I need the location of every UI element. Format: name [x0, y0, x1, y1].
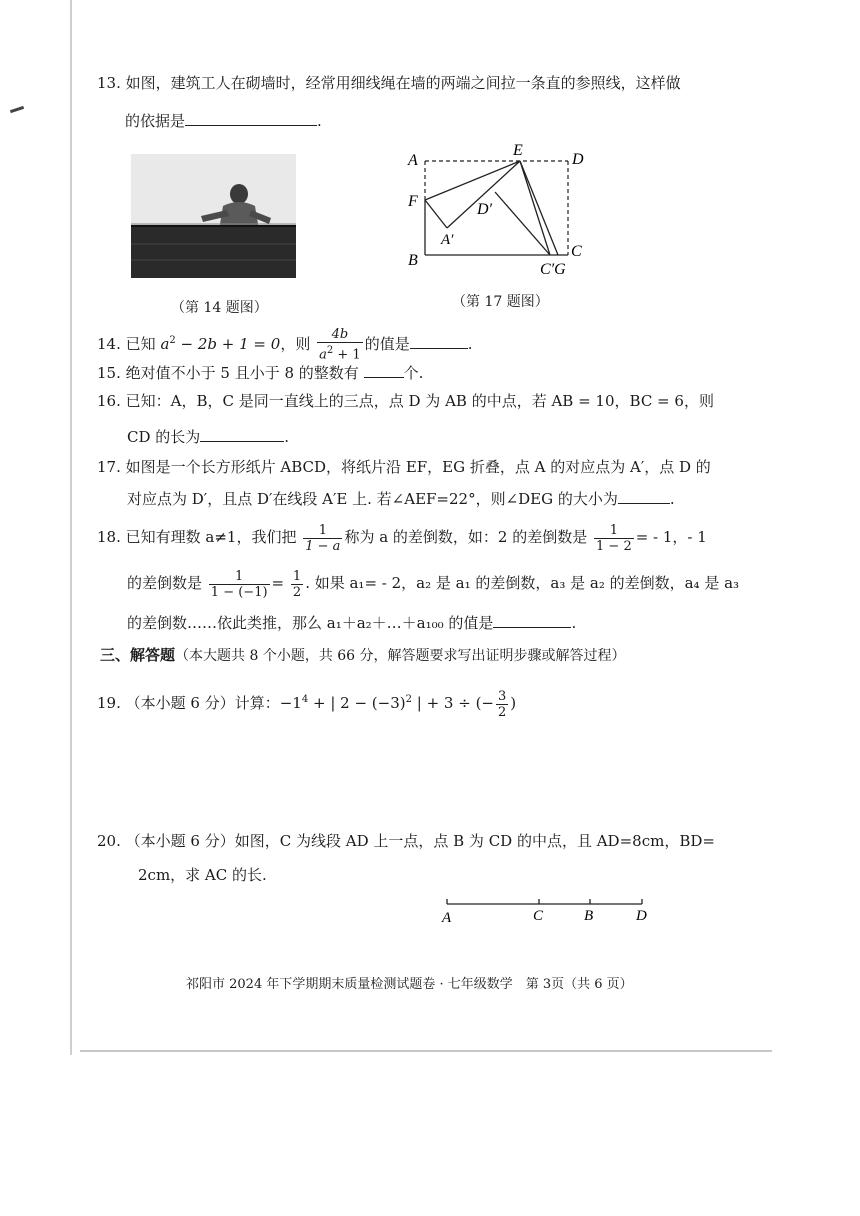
q16-line1	[97, 390, 714, 412]
section3-note: （本大题共 8 个小题，共 66 分，解答题要求写出证明步骤或解答过程）	[175, 648, 626, 664]
q14-line: 14. 已知 $a^2 - 2b + 1 = 0$，则 $\frac{4b}{a^2 + 1}$ 的值是 .	[97, 327, 473, 363]
fig17-label-C: C	[571, 243, 582, 260]
q18-frac3-den: 1 − (−1)	[210, 584, 268, 600]
q18-fraction-3	[209, 569, 270, 600]
q18-answer-blank[interactable]	[493, 613, 571, 628]
q18-fraction-2	[594, 523, 634, 554]
q17-text-line2: 对应点为 D′，且点 D′在线段 A′E 上. 若∠AEF=22°，则∠DEG 的大小为	[127, 490, 618, 508]
q18-number: 18.	[97, 528, 121, 546]
q18-text-a: 已知有理数 a≠1，我们把	[125, 528, 297, 546]
q18-line3	[127, 612, 576, 634]
q13-text-line2: 的依据是	[125, 112, 186, 130]
q14-frac-den: $a^2 + 1$	[317, 342, 363, 362]
q17-period: .	[669, 490, 675, 508]
q17-line1	[97, 456, 711, 478]
section3-title: 三、解答题	[100, 646, 176, 664]
q17-answer-blank[interactable]	[618, 489, 670, 504]
q14-fraction	[317, 327, 363, 362]
fig17-label-D: D	[572, 151, 584, 168]
q18-frac1-num: 1	[318, 522, 327, 538]
q16-line2	[127, 426, 289, 448]
q20-point-B: B	[584, 908, 594, 924]
page-footer: 祁阳市 2024 年下学期期末质量检测试题卷 · 七年级数学 第 3页（共 6 页）	[186, 977, 633, 992]
fig17-label-A: A	[408, 152, 418, 169]
q14-suffix: 的值是	[364, 335, 410, 353]
q20-text-line1: （本小题 6 分）如图，C 为线段 AD 上一点，点 B 为 CD 的中点，且 AD=8cm，BD=	[125, 832, 715, 850]
q16-text-line2: CD 的长为	[127, 428, 201, 446]
q20-point-C: C	[533, 908, 544, 924]
q14-frac-den-rest: + 1	[333, 347, 361, 363]
q19-expr2-sup: 2	[405, 694, 412, 705]
q17-line2	[127, 488, 675, 510]
page-edge-bottom	[80, 1050, 772, 1052]
fig14-caption: （第 14 题图）	[171, 300, 268, 316]
q13-text-line1: 如图，建筑工人在砌墙时，经常用细线绳在墙的两端之间拉一条直的参照线，这样做	[125, 74, 681, 92]
fig17-diagram	[400, 140, 600, 285]
q16-text-line1: 已知：A，B，C 是同一直线上的三点，点 D 为 AB 的中点，若 AB = 10，BC = 6，则	[125, 392, 714, 410]
q14-prefix: 已知	[125, 335, 156, 353]
q15-number: 15.	[97, 364, 121, 382]
fig14-photo	[131, 154, 296, 278]
q19-expr1-sup: 4	[301, 694, 309, 705]
q20-segment-diagram	[432, 892, 662, 926]
q19-expr3: | + 3 ÷ (−	[412, 694, 494, 712]
fig17-label-B: B	[408, 252, 418, 269]
q18-frac4-num: 1	[292, 568, 302, 584]
q20-number: 20.	[97, 832, 121, 850]
q14-answer-blank[interactable]	[410, 334, 468, 349]
q18-equals: =	[271, 574, 285, 592]
q17-number: 17.	[97, 458, 121, 476]
fig17-label-E: E	[513, 142, 523, 159]
q14-eq-rest: − 2b + 1 = 0	[175, 335, 281, 353]
scan-mark	[10, 106, 24, 113]
q18-text-c: = - 1，- 1	[635, 528, 707, 546]
q18-frac4-den: 2	[292, 584, 302, 600]
q18-frac2-num: 1	[609, 522, 618, 538]
q18-text-e: . 如果 a₁= - 2，a₂ 是 a₁ 的差倒数，a₃ 是 a₂ 的差倒数，a₄ 是 a₃	[305, 574, 740, 592]
fig17-label-D-prime: D′	[477, 201, 493, 218]
q13-period: .	[317, 112, 322, 130]
q19-fraction	[496, 689, 508, 720]
q20-point-D: D	[636, 908, 647, 924]
q13-number: 13.	[97, 74, 121, 92]
q20-point-A: A	[442, 910, 452, 926]
q20-line2	[138, 864, 267, 886]
q19-expr2: + | 2 − (−3)	[308, 694, 406, 712]
q15-text: 绝对值不小于 5 且小于 8 的整数有	[125, 364, 359, 382]
q19-frac-den: 2	[498, 704, 507, 720]
q18-frac3-num: 1	[235, 568, 244, 584]
q16-period: .	[284, 428, 290, 446]
q18-text-f: 的差倒数……依此类推，那么 a₁＋a₂＋…＋a₁₀₀ 的值是	[127, 614, 494, 632]
q14-number: 14.	[97, 335, 121, 353]
q14-frac-den-a: a	[319, 347, 327, 363]
q14-frac-num: 4b	[331, 327, 349, 343]
q17-text-line1: 如图是一个长方形纸片 ABCD，将纸片沿 EF，EG 折叠，点 A 的对应点为 A′，点 D 的	[125, 458, 711, 476]
q20-text-line2: 2cm，求 AC 的长.	[138, 866, 267, 884]
q18-text-b: 称为 a 的差倒数，如：2 的差倒数是	[344, 528, 588, 546]
q18-fraction-1	[303, 523, 342, 554]
q18-line1	[97, 520, 707, 554]
section3-heading	[100, 644, 626, 667]
q13-line2	[125, 110, 322, 132]
q15-answer-blank[interactable]	[364, 363, 404, 378]
q19-prefix: （本小题 6 分）计算：	[125, 694, 280, 712]
q13-answer-blank[interactable]	[185, 111, 317, 126]
q19-expr4: )	[510, 694, 517, 712]
q18-period: .	[571, 614, 577, 632]
q15-line	[97, 362, 423, 384]
q18-fraction-4	[291, 569, 303, 600]
q16-answer-blank[interactable]	[200, 427, 284, 442]
fig17-label-F: F	[408, 193, 418, 210]
page-edge-left	[70, 0, 72, 1055]
fig17-caption: （第 17 题图）	[452, 294, 549, 310]
q18-frac1-den: 1 − a	[305, 538, 341, 554]
q14-eq-a: a	[160, 335, 170, 353]
q19-number: 19.	[97, 694, 121, 712]
q13-line1	[97, 72, 681, 94]
q18-frac2-den: 1 − 2	[596, 538, 632, 554]
q14-then: ，则	[280, 335, 311, 353]
fig17-label-A-prime: A′	[441, 232, 454, 248]
q15-suffix: 个.	[403, 364, 424, 382]
q14-end: .	[467, 335, 473, 353]
q16-number: 16.	[97, 392, 121, 410]
q18-text-d: 的差倒数是	[127, 574, 203, 592]
fig17-label-C-prime-G: C′G	[540, 261, 566, 278]
q19-line	[97, 680, 516, 723]
q19-frac-num: 3	[498, 688, 507, 704]
q18-line2	[127, 566, 739, 600]
q19-expr1: −1	[279, 694, 302, 712]
q20-line1	[97, 830, 715, 852]
